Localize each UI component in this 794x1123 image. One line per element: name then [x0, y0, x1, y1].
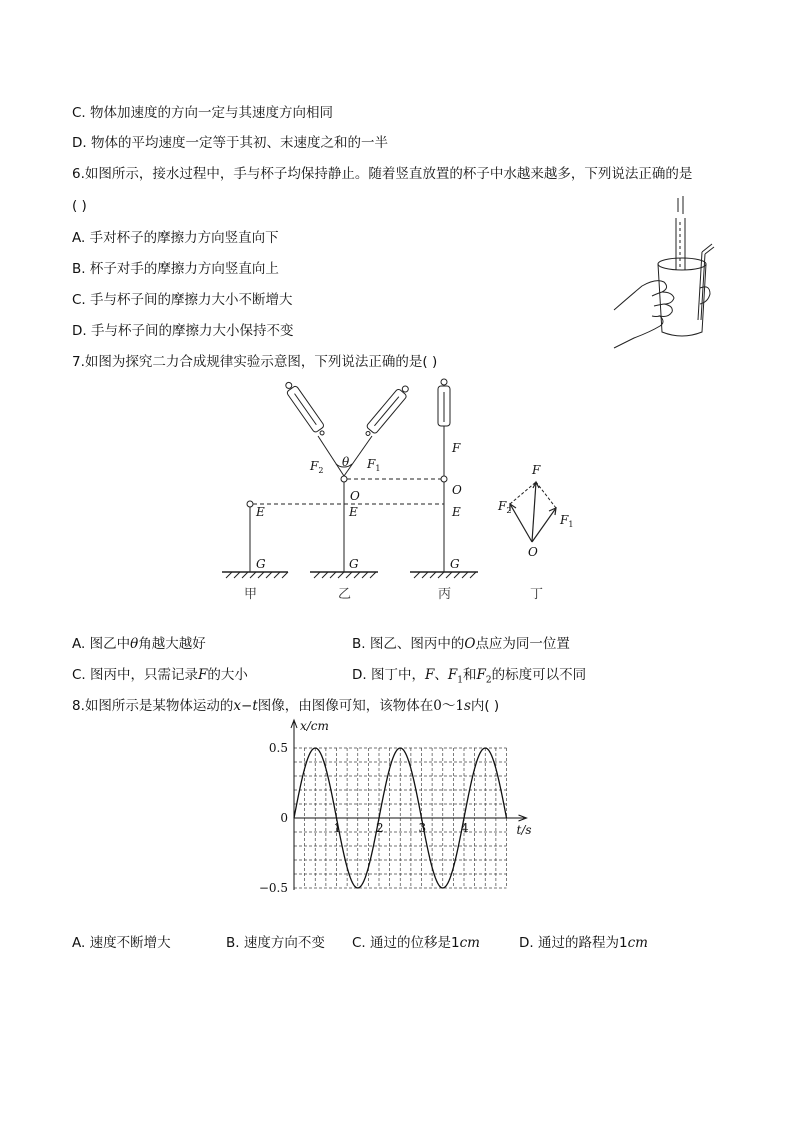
- q6-stem: 6.如图所示，接水过程中，手与杯子均保持静止。随着竖直放置的杯子中水越来越多，下列说法正确的是: [72, 166, 693, 182]
- x-tick-label: 1: [333, 821, 342, 835]
- label-jia: 甲: [244, 587, 258, 602]
- q8-option-c: C. 通过的位移是1cm: [352, 935, 480, 951]
- y-tick-label: −0.5: [258, 881, 288, 895]
- label-E-yi: E: [349, 505, 358, 519]
- ground-bing: [410, 572, 478, 578]
- q8-option-d: D. 通过的路程为1cm: [519, 935, 648, 951]
- q7-option-d: D. 图丁中，F、$F_1$和$F_2$的标度可以不同: [352, 667, 587, 686]
- ground-jia: [222, 572, 288, 578]
- q6-option-d: D. 手与杯子间的摩擦力大小保持不变: [72, 323, 294, 339]
- label-F-bing: F: [452, 441, 461, 455]
- q6-option-b: B. 杯子对手的摩擦力方向竖直向上: [72, 261, 279, 277]
- label-F2-ding: $F_2$: [498, 499, 512, 515]
- q8-option-b: B. 速度方向不变: [226, 935, 325, 951]
- label-G-bing: G: [450, 557, 460, 571]
- xt-graph: [252, 714, 542, 900]
- label-E-jia: E: [256, 505, 265, 519]
- x-tick-label: 4: [461, 821, 469, 835]
- q6-option-a: A. 手对杯子的摩擦力方向竖直向下: [72, 230, 279, 246]
- y-axis-label: x/cm: [300, 719, 329, 733]
- y-tick-label: 0.5: [268, 741, 288, 755]
- chart-axes: [291, 720, 527, 890]
- q7-option-a: A. 图乙中θ角越大越好: [72, 636, 206, 652]
- q8-stem: 8.如图所示是某物体运动的x−t图像，由图像可知，该物体在0～1s内( ): [72, 698, 500, 714]
- force-composition-figure: [210, 376, 590, 608]
- x-axis-label: t/s: [516, 823, 532, 837]
- label-theta: θ: [342, 455, 350, 469]
- x-tick-label: 3: [418, 821, 427, 835]
- label-F1-yi: $F_1$: [367, 457, 381, 473]
- q8-option-a: A. 速度不断增大: [72, 935, 171, 951]
- x-tick-label: 2: [376, 821, 384, 835]
- q7-stem: 7.如图为探究二力合成规律实验示意图，下列说法正确的是( ): [72, 354, 438, 370]
- label-G-jia: G: [256, 557, 266, 571]
- hand-cup-illustration: [612, 192, 722, 350]
- label-E-bing: E: [452, 505, 461, 519]
- label-yi: 乙: [338, 587, 352, 602]
- label-bing: 丙: [438, 587, 452, 602]
- q6-option-c: C. 手与杯子间的摩擦力大小不断增大: [72, 292, 293, 308]
- q7-option-c: C. 图丙中，只需记录F的大小: [72, 667, 248, 683]
- label-F-ding: F: [532, 463, 541, 477]
- q5-option-c: C. 物体加速度的方向一定与其速度方向相同: [72, 105, 334, 121]
- label-O-bing: O: [452, 483, 462, 497]
- q5-option-d: D. 物体的平均速度一定等于其初、末速度之和的一半: [72, 135, 388, 151]
- label-F2-yi: $F_2$: [310, 459, 324, 475]
- label-O-yi: O: [350, 489, 360, 503]
- label-O-ding: O: [528, 545, 538, 559]
- label-F1-ding: $F_1$: [560, 513, 574, 529]
- q7-option-b: B. 图乙、图丙中的O点应为同一位置: [352, 636, 570, 652]
- label-G-yi: G: [349, 557, 359, 571]
- label-ding: 丁: [530, 587, 544, 602]
- y-tick-label: 0: [280, 811, 288, 825]
- ground-yi: [310, 572, 378, 578]
- q6-answer-paren: ( ): [72, 198, 87, 214]
